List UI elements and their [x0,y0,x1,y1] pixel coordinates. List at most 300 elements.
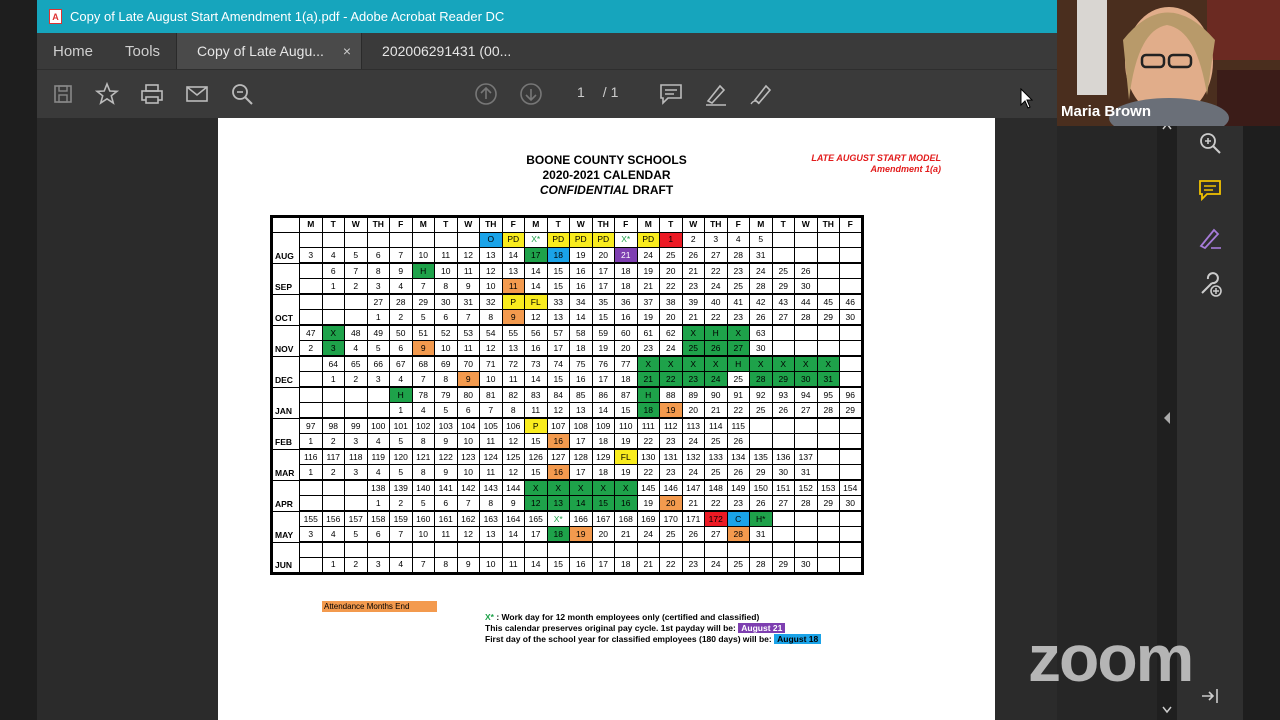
calendar-day-cell: 19 [637,310,660,326]
calendar-day-cell: 26 [682,248,705,264]
calendar-day-cell: 14 [502,248,525,264]
calendar-day-cell: 26 [727,434,750,450]
calendar-day-cell: 9 [435,465,458,481]
calendar-day-cell: X [727,325,750,341]
calendar-day-cell: 5 [345,248,368,264]
calendar-day-cell [367,232,390,248]
calendar-day-cell: 30 [840,496,863,512]
calendar-day-cell [840,511,863,527]
calendar-day-cell: 139 [390,480,413,496]
calendar-day-cell: 26 [795,263,818,279]
calendar-day-cell: 5 [750,232,773,248]
calendar-day-cell: 9 [502,496,525,512]
page-number-input[interactable]: 1 [577,84,585,100]
calendar-day-cell: 23 [727,496,750,512]
calendar-day-cell: 132 [682,449,705,465]
calendar-day-cell: 84 [547,387,570,403]
calendar-day-cell [345,480,368,496]
note-2-text: This calendar preserves original pay cycle. 1st payday will be: [485,623,736,633]
weekday-header: M [750,217,773,233]
calendar-day-cell: 1 [390,403,413,419]
tab-document-2[interactable] [361,33,546,69]
calendar-day-cell [300,403,323,419]
calendar-day-cell: 10 [435,341,458,357]
calendar-day-cell [457,232,480,248]
calendar-day-cell: 146 [660,480,683,496]
calendar-day-cell: 7 [390,527,413,543]
weekday-header: M [637,217,660,233]
weekday-header: T [435,217,458,233]
participant-video[interactable] [1057,0,1280,126]
calendar-day-cell: H* [750,511,773,527]
calendar-day-cell: 130 [637,449,660,465]
calendar-day-cell: 17 [592,372,615,388]
calendar-day-cell: 159 [390,511,413,527]
calendar-day-cell: 18 [615,263,638,279]
pdf-file-icon: A [49,9,62,24]
comment-icon[interactable] [657,80,685,108]
calendar-day-cell: 26 [750,310,773,326]
calendar-day-cell: 4 [322,527,345,543]
calendar-day-cell: 2 [345,279,368,295]
calendar-day-cell: 26 [682,527,705,543]
calendar-day-cell: 16 [547,434,570,450]
calendar-day-cell: 157 [345,511,368,527]
calendar-day-cell [300,310,323,326]
calendar-day-cell [817,542,840,558]
calendar-day-cell: 16 [570,263,593,279]
calendar-row [272,465,863,481]
calendar-day-cell: 21 [705,403,728,419]
calendar-day-cell: 16 [547,465,570,481]
next-page-icon[interactable] [517,80,545,108]
calendar-day-cell [772,248,795,264]
calendar-day-cell: 16 [525,341,548,357]
calendar-day-cell: 3 [367,558,390,574]
calendar-day-cell: 124 [480,449,503,465]
month-label: MAR [272,449,300,480]
calendar-day-cell: 1 [300,434,323,450]
calendar-day-cell: 71 [480,356,503,372]
calendar-day-cell: 27 [795,403,818,419]
calendar-day-cell: 49 [367,325,390,341]
calendar-day-cell: 140 [412,480,435,496]
calendar-day-cell: 11 [480,465,503,481]
calendar-day-cell: 46 [840,294,863,310]
calendar-day-cell [750,418,773,434]
calendar-day-cell: 18 [570,341,593,357]
calendar-day-cell: 7 [457,310,480,326]
calendar-day-cell [300,372,323,388]
calendar-day-cell: 137 [795,449,818,465]
calendar-day-cell: 66 [367,356,390,372]
mouse-cursor-icon [1020,88,1034,110]
calendar-day-cell: 29 [840,403,863,419]
calendar-day-cell [322,232,345,248]
calendar-day-cell [817,263,840,279]
calendar-day-cell [840,465,863,481]
calendar-day-cell: 91 [727,387,750,403]
calendar-day-cell: 18 [547,248,570,264]
header-corner [272,217,300,233]
home-tab[interactable]: Home [53,42,94,60]
weekday-header: M [412,217,435,233]
participant-name: Maria Brown [1061,103,1152,120]
zoom-in-icon[interactable] [1195,128,1225,158]
calendar-day-cell [300,387,323,403]
calendar-day-cell: 111 [637,418,660,434]
calendar-row [272,310,863,326]
calendar-day-cell: 117 [322,449,345,465]
highlight-pen-icon[interactable] [702,80,730,108]
calendar-day-cell: H [412,263,435,279]
calendar-day-cell [322,387,345,403]
calendar-day-cell [772,542,795,558]
calendar-day-cell: 19 [592,341,615,357]
calendar-day-cell: 47 [300,325,323,341]
calendar-day-cell: X [592,480,615,496]
calendar-day-cell: 2 [682,232,705,248]
calendar-day-cell [300,542,323,558]
calendar-day-cell: 97 [300,418,323,434]
calendar-day-cell: X [637,356,660,372]
calendar-day-cell: 68 [412,356,435,372]
calendar-table [270,215,864,575]
calendar-row [272,403,863,419]
calendar-day-cell [300,558,323,574]
calendar-day-cell: 86 [592,387,615,403]
calendar-day-cell: 15 [592,310,615,326]
calendar-day-cell [345,294,368,310]
calendar-day-cell [817,325,840,341]
calendar-day-cell: 14 [570,496,593,512]
calendar-day-cell: 12 [502,465,525,481]
calendar-day-cell: 2 [300,341,323,357]
calendar-day-cell: 44 [795,294,818,310]
calendar-day-cell: 22 [705,263,728,279]
save-icon[interactable] [49,80,77,108]
calendar-day-cell: 25 [705,434,728,450]
calendar-day-cell [772,511,795,527]
calendar-day-cell: 95 [817,387,840,403]
calendar-day-cell: X* [525,232,548,248]
calendar-day-cell: 21 [615,248,638,264]
collapse-right-icon[interactable] [1163,412,1171,424]
calendar-day-cell: 23 [682,372,705,388]
note-line-2 [485,623,821,634]
calendar-row [272,542,863,558]
calendar-day-cell: 3 [300,527,323,543]
calendar-day-cell: H [705,325,728,341]
calendar-day-cell: 87 [615,387,638,403]
calendar-day-cell: 23 [682,558,705,574]
calendar-day-cell: 28 [795,310,818,326]
calendar-day-cell: 20 [660,496,683,512]
calendar-day-cell: O [480,232,503,248]
calendar-day-cell [817,248,840,264]
tab-document-1[interactable] [176,33,361,69]
model-label [811,153,941,175]
calendar-day-cell: 24 [682,465,705,481]
calendar-day-cell [412,232,435,248]
calendar-day-cell [300,480,323,496]
calendar-day-cell [795,511,818,527]
calendar-day-cell: 166 [570,511,593,527]
month-label: SEP [272,263,300,294]
calendar-day-cell: X [682,356,705,372]
calendar-day-cell [817,465,840,481]
calendar-day-cell: 114 [705,418,728,434]
calendar-day-cell: 24 [637,527,660,543]
calendar-day-cell [322,310,345,326]
calendar-day-cell: 35 [592,294,615,310]
calendar-day-cell: 21 [637,558,660,574]
calendar-day-cell: 54 [480,325,503,341]
calendar-day-cell: 14 [592,403,615,419]
calendar-day-cell: 4 [727,232,750,248]
calendar-day-cell: 151 [772,480,795,496]
calendar-day-cell: 42 [750,294,773,310]
calendar-day-cell: 78 [412,387,435,403]
model-line-1: LATE AUGUST START MODEL [811,153,941,163]
model-line-2: Amendment 1(a) [870,164,941,174]
calendar-day-cell: 21 [682,496,705,512]
calendar-day-cell: 153 [817,480,840,496]
comment-tool-icon[interactable] [1195,175,1225,205]
calendar-day-cell: 12 [480,263,503,279]
calendar-day-cell: 30 [795,372,818,388]
calendar-day-cell: 110 [615,418,638,434]
calendar-day-cell: 104 [457,418,480,434]
bookmark-star-icon[interactable] [93,80,121,108]
calendar-day-cell [840,558,863,574]
print-icon[interactable] [138,80,166,108]
weekday-header: F [727,217,750,233]
calendar-day-cell: 22 [637,434,660,450]
calendar-day-cell: 13 [480,248,503,264]
calendar-day-cell: 38 [660,294,683,310]
calendar-day-cell [817,341,840,357]
calendar-day-cell: 32 [480,294,503,310]
calendar-day-cell: 19 [570,527,593,543]
calendar-day-cell: 25 [727,558,750,574]
calendar-day-cell [772,418,795,434]
calendar-day-cell [390,232,413,248]
calendar-day-cell: 15 [525,465,548,481]
calendar-day-cell: X [322,325,345,341]
calendar-day-cell [412,542,435,558]
calendar-day-cell: 3 [345,434,368,450]
calendar-day-cell [322,403,345,419]
calendar-day-cell: 88 [660,387,683,403]
calendar-day-cell [345,310,368,326]
calendar-day-cell: X [705,356,728,372]
scroll-down-icon[interactable] [1162,706,1172,714]
collapse-panel-icon[interactable] [1195,681,1225,711]
calendar-day-cell [795,341,818,357]
calendar-day-cell: 53 [457,325,480,341]
calendar-day-cell: 14 [525,279,548,295]
calendar-day-cell: PD [592,232,615,248]
calendar-day-cell [795,232,818,248]
calendar-row [272,387,863,403]
calendar-day-cell [795,434,818,450]
calendar-day-cell: 169 [637,511,660,527]
calendar-day-cell: 28 [390,294,413,310]
calendar-day-cell: 9 [457,279,480,295]
wrench-plus-icon[interactable] [1195,270,1225,300]
calendar-day-cell: 115 [727,418,750,434]
calendar-day-cell: 120 [390,449,413,465]
calendar-day-cell: X [817,356,840,372]
calendar-day-cell: 126 [525,449,548,465]
calendar-row [272,449,863,465]
calendar-day-cell: 61 [637,325,660,341]
calendar-day-cell [300,496,323,512]
calendar-day-cell: 2 [390,310,413,326]
calendar-day-cell: 8 [435,279,458,295]
calendar-day-cell: 1 [660,232,683,248]
calendar-day-cell: 9 [457,558,480,574]
calendar-day-cell: 154 [840,480,863,496]
calendar-day-cell: 11 [502,279,525,295]
calendar-day-cell: 14 [502,527,525,543]
calendar-day-cell [840,263,863,279]
calendar-day-cell: 31 [817,372,840,388]
calendar-day-cell: 29 [772,372,795,388]
calendar-day-cell: 19 [660,403,683,419]
calendar-day-cell: 23 [660,434,683,450]
note-mark: X* [485,612,494,622]
calendar-day-cell [772,527,795,543]
calendar-day-cell: 89 [682,387,705,403]
calendar-day-cell: 22 [660,558,683,574]
month-label: JUN [272,542,300,573]
calendar-day-cell: 58 [570,325,593,341]
calendar-day-cell: 3 [300,248,323,264]
calendar-day-cell: 113 [682,418,705,434]
calendar-day-cell: 3 [322,341,345,357]
calendar-day-cell: 5 [412,310,435,326]
calendar-day-cell [772,325,795,341]
calendar-day-cell: 15 [592,496,615,512]
calendar-row [272,325,863,341]
calendar-day-cell [615,542,638,558]
weekday-header: W [682,217,705,233]
calendar-day-cell: 19 [637,496,660,512]
calendar-day-cell: 14 [570,310,593,326]
calendar-day-cell: 19 [637,263,660,279]
calendar-day-cell: 28 [727,248,750,264]
calendar-day-cell: 20 [660,310,683,326]
calendar-day-cell [840,248,863,264]
calendar-day-cell [367,387,390,403]
calendar-day-cell: 133 [705,449,728,465]
calendar-day-cell: 6 [457,403,480,419]
calendar-day-cell: 6 [367,527,390,543]
sign-icon[interactable] [747,80,775,108]
acrobat-toolbar [37,69,1057,118]
calendar-day-cell: 8 [412,434,435,450]
calendar-day-cell: 25 [682,341,705,357]
calendar-day-cell [502,542,525,558]
calendar-day-cell: 5 [390,434,413,450]
calendar-day-cell: 24 [705,558,728,574]
calendar-day-cell: 17 [525,248,548,264]
calendar-day-cell: 26 [772,403,795,419]
calendar-row [272,496,863,512]
fill-sign-icon[interactable] [1195,223,1225,253]
calendar-day-cell: 94 [795,387,818,403]
calendar-day-cell [300,294,323,310]
calendar-day-cell: 19 [615,465,638,481]
calendar-day-cell: 17 [547,341,570,357]
weekday-header: TH [592,217,615,233]
calendar-day-cell: 23 [660,465,683,481]
calendar-row [272,356,863,372]
tab-document-1-label: Copy of Late Augu... [197,43,324,59]
calendar-day-cell: 14 [525,263,548,279]
calendar-day-cell: 1 [367,496,390,512]
calendar-day-cell: 19 [570,248,593,264]
calendar-day-cell: 12 [547,403,570,419]
calendar-notes [485,612,821,645]
calendar-day-cell [840,232,863,248]
close-icon[interactable]: × [342,43,352,59]
calendar-day-cell: 16 [570,279,593,295]
calendar-day-cell: 96 [840,387,863,403]
calendar-day-cell: 56 [525,325,548,341]
email-icon[interactable] [183,80,211,108]
calendar-day-cell: 8 [502,403,525,419]
calendar-day-cell: 2 [345,558,368,574]
calendar-day-cell: 30 [795,279,818,295]
calendar-day-cell: 112 [660,418,683,434]
calendar-day-cell: 163 [480,511,503,527]
calendar-day-cell: 63 [750,325,773,341]
previous-page-icon[interactable] [472,80,500,108]
weekday-header: W [570,217,593,233]
weekday-header: T [772,217,795,233]
calendar-day-cell: 144 [502,480,525,496]
calendar-day-cell: 100 [367,418,390,434]
calendar-day-cell: 73 [525,356,548,372]
calendar-day-cell: 52 [435,325,458,341]
calendar-day-cell [840,434,863,450]
calendar-day-cell: 165 [525,511,548,527]
calendar-day-cell [547,542,570,558]
calendar-day-cell: 28 [750,372,773,388]
calendar-row [272,480,863,496]
calendar-day-cell: 48 [345,325,368,341]
weekday-header: T [322,217,345,233]
calendar-day-cell: H [637,387,660,403]
calendar-day-cell: 10 [457,434,480,450]
calendar-day-cell: 118 [345,449,368,465]
calendar-day-cell: 107 [547,418,570,434]
calendar-day-cell [705,542,728,558]
calendar-day-cell [817,279,840,295]
calendar-day-cell: 9 [457,372,480,388]
calendar-day-cell: 15 [547,372,570,388]
calendar-day-cell: 31 [750,248,773,264]
tools-tab[interactable]: Tools [125,42,161,60]
calendar-day-cell: 11 [457,263,480,279]
calendar-day-cell: 17 [570,434,593,450]
calendar-day-cell: 29 [772,558,795,574]
search-icon[interactable] [228,80,256,108]
calendar-day-cell: 9 [435,434,458,450]
